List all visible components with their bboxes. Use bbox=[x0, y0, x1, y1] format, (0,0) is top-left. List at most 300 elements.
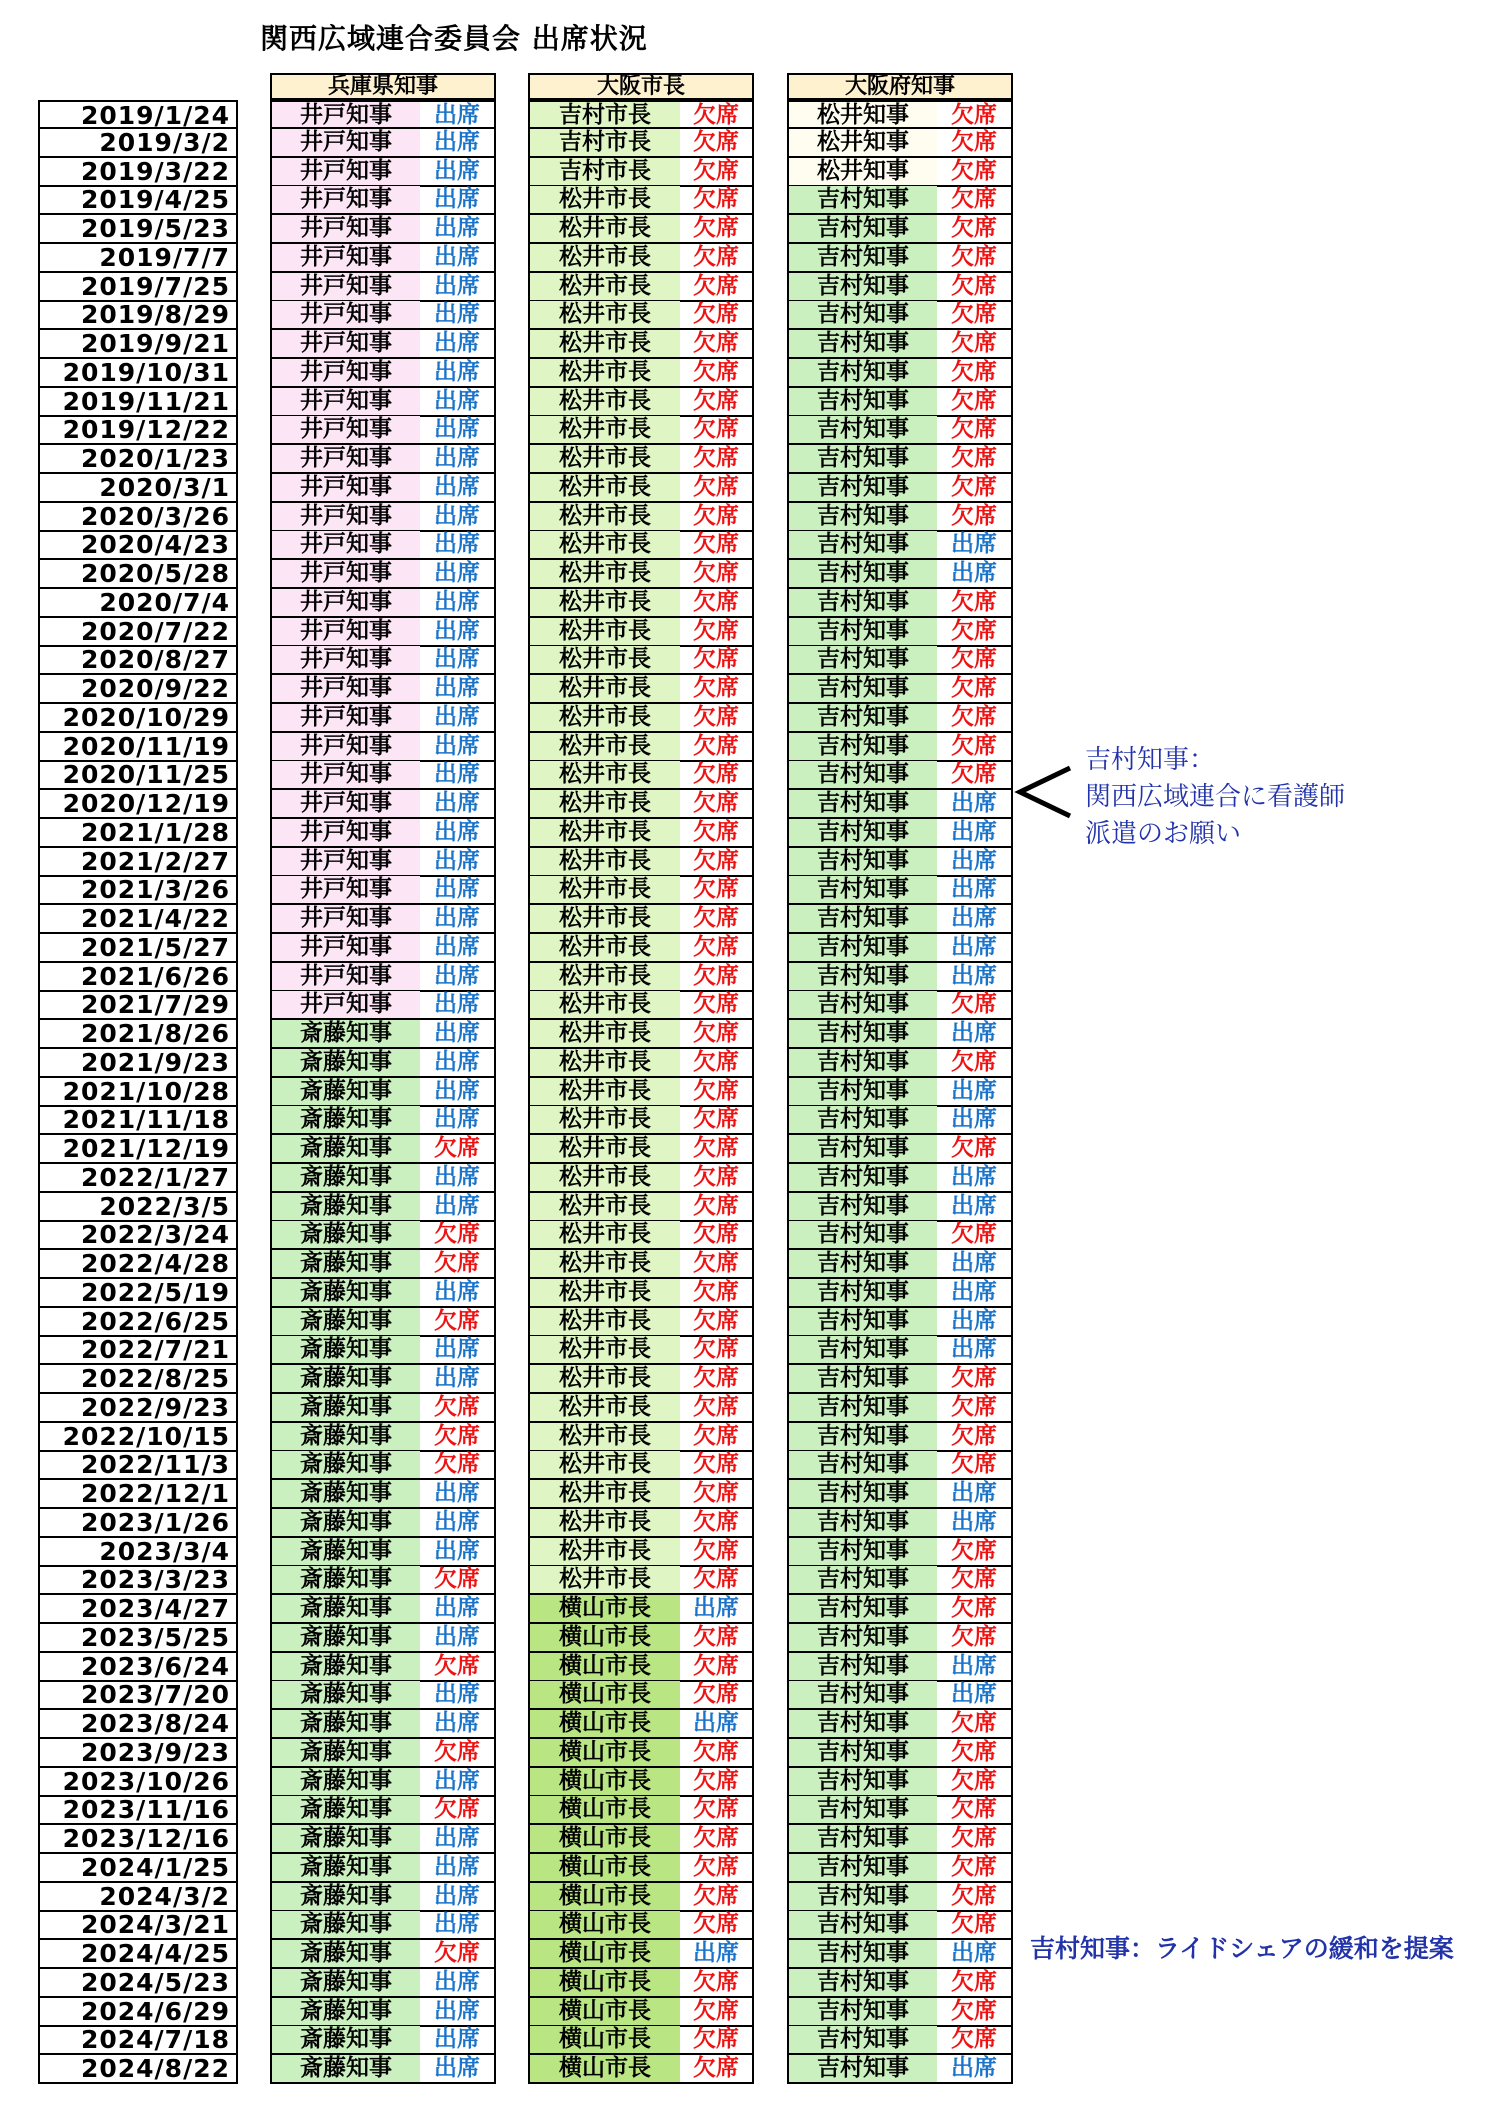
hyogo-governor-name: 斎藤知事 bbox=[270, 1279, 420, 1308]
osaka-mayor-status: 欠席 bbox=[680, 186, 754, 215]
osaka-mayor-name: 吉村市長 bbox=[528, 158, 680, 187]
hyogo-governor-status: 出席 bbox=[420, 330, 496, 359]
table-row bbox=[0, 704, 1100, 733]
osaka-governor-name: 吉村知事 bbox=[787, 905, 937, 934]
hyogo-governor-status: 出席 bbox=[420, 2026, 496, 2055]
table-row bbox=[0, 1739, 1100, 1768]
osaka-mayor-status: 欠席 bbox=[680, 1078, 754, 1107]
meeting-date: 2020/9/22 bbox=[38, 675, 238, 704]
table-row bbox=[0, 388, 1100, 417]
osaka-mayor-name: 松井市長 bbox=[528, 1480, 680, 1509]
osaka-governor-name: 吉村知事 bbox=[787, 819, 937, 848]
table-row bbox=[0, 474, 1100, 503]
osaka-mayor-status: 欠席 bbox=[680, 1193, 754, 1222]
osaka-governor-status: 欠席 bbox=[937, 1624, 1013, 1653]
meeting-date: 2021/4/22 bbox=[38, 905, 238, 934]
osaka-governor-status: 出席 bbox=[937, 560, 1013, 589]
meeting-date: 2019/8/29 bbox=[38, 301, 238, 330]
osaka-mayor-name: 松井市長 bbox=[528, 963, 680, 992]
hyogo-governor-status: 欠席 bbox=[420, 1451, 496, 1480]
osaka-governor-name: 吉村知事 bbox=[787, 445, 937, 474]
meeting-date: 2021/10/28 bbox=[38, 1078, 238, 1107]
table-row bbox=[0, 733, 1100, 762]
page-title: 関西広域連合委員会 出席状況 bbox=[260, 22, 648, 55]
hyogo-governor-name: 斎藤知事 bbox=[270, 1423, 420, 1452]
osaka-mayor-status: 欠席 bbox=[680, 1480, 754, 1509]
osaka-governor-name: 吉村知事 bbox=[787, 761, 937, 790]
table-row bbox=[0, 1710, 1100, 1739]
hyogo-governor-status: 出席 bbox=[420, 1854, 496, 1883]
hyogo-governor-name: 斎藤知事 bbox=[270, 1193, 420, 1222]
hyogo-governor-name: 斎藤知事 bbox=[270, 1308, 420, 1337]
osaka-mayor-status: 欠席 bbox=[680, 359, 754, 388]
osaka-mayor-status: 欠席 bbox=[680, 1106, 754, 1135]
hyogo-governor-status: 出席 bbox=[420, 761, 496, 790]
hyogo-governor-name: 斎藤知事 bbox=[270, 1653, 420, 1682]
table-row bbox=[0, 1998, 1100, 2027]
hyogo-governor-name: 井戸知事 bbox=[270, 388, 420, 417]
hyogo-governor-name: 井戸知事 bbox=[270, 186, 420, 215]
hyogo-governor-status: 出席 bbox=[420, 733, 496, 762]
hyogo-governor-status: 欠席 bbox=[420, 1796, 496, 1825]
osaka-mayor-status: 欠席 bbox=[680, 301, 754, 330]
osaka-mayor-status: 欠席 bbox=[680, 589, 754, 618]
meeting-date: 2022/4/28 bbox=[38, 1250, 238, 1279]
osaka-governor-name: 吉村知事 bbox=[787, 416, 937, 445]
hyogo-governor-status: 出席 bbox=[420, 1710, 496, 1739]
osaka-mayor-name: 松井市長 bbox=[528, 301, 680, 330]
table-row bbox=[0, 1681, 1100, 1710]
hyogo-governor-name: 井戸知事 bbox=[270, 934, 420, 963]
osaka-governor-name: 吉村知事 bbox=[787, 1250, 937, 1279]
osaka-governor-name: 吉村知事 bbox=[787, 704, 937, 733]
table-row bbox=[0, 876, 1100, 905]
osaka-mayor-name: 横山市長 bbox=[528, 1653, 680, 1682]
hyogo-governor-name: 井戸知事 bbox=[270, 129, 420, 158]
table-row bbox=[0, 445, 1100, 474]
table-row bbox=[0, 1566, 1100, 1595]
meeting-date: 2022/5/19 bbox=[38, 1279, 238, 1308]
meeting-date: 2021/5/27 bbox=[38, 934, 238, 963]
hyogo-governor-status: 出席 bbox=[420, 1883, 496, 1912]
hyogo-governor-status: 出席 bbox=[420, 1365, 496, 1394]
osaka-governor-status: 欠席 bbox=[937, 1221, 1013, 1250]
hyogo-governor-name: 井戸知事 bbox=[270, 991, 420, 1020]
meeting-date: 2022/7/21 bbox=[38, 1336, 238, 1365]
meeting-date: 2021/9/23 bbox=[38, 1049, 238, 1078]
meeting-date: 2020/12/19 bbox=[38, 790, 238, 819]
hyogo-governor-name: 井戸知事 bbox=[270, 100, 420, 129]
hyogo-governor-status: 出席 bbox=[420, 1969, 496, 1998]
meeting-date: 2019/7/7 bbox=[38, 244, 238, 273]
osaka-governor-status: 出席 bbox=[937, 1653, 1013, 1682]
osaka-governor-name: 吉村知事 bbox=[787, 1911, 937, 1940]
osaka-governor-name: 吉村知事 bbox=[787, 1653, 937, 1682]
osaka-mayor-status: 欠席 bbox=[680, 1854, 754, 1883]
osaka-governor-name: 吉村知事 bbox=[787, 1135, 937, 1164]
hyogo-governor-name: 斎藤知事 bbox=[270, 2055, 420, 2084]
annotation-line: 関西広域連合に看護師 bbox=[1085, 782, 1346, 812]
osaka-mayor-name: 横山市長 bbox=[528, 1854, 680, 1883]
hyogo-governor-status: 出席 bbox=[420, 474, 496, 503]
osaka-mayor-status: 欠席 bbox=[680, 416, 754, 445]
osaka-mayor-name: 松井市長 bbox=[528, 991, 680, 1020]
osaka-governor-status: 欠席 bbox=[937, 1394, 1013, 1423]
hyogo-governor-status: 出席 bbox=[420, 445, 496, 474]
table-row bbox=[0, 186, 1100, 215]
hyogo-governor-status: 出席 bbox=[420, 1193, 496, 1222]
table-row bbox=[0, 1768, 1100, 1797]
meeting-date: 2022/3/5 bbox=[38, 1193, 238, 1222]
osaka-governor-status: 欠席 bbox=[937, 273, 1013, 302]
hyogo-governor-status: 出席 bbox=[420, 100, 496, 129]
osaka-mayor-name: 松井市長 bbox=[528, 675, 680, 704]
osaka-governor-name: 吉村知事 bbox=[787, 359, 937, 388]
osaka-mayor-status: 欠席 bbox=[680, 761, 754, 790]
osaka-governor-name: 吉村知事 bbox=[787, 1595, 937, 1624]
table-row bbox=[0, 1250, 1100, 1279]
annotation-nurse-request bbox=[1085, 742, 1405, 853]
hyogo-governor-name: 井戸知事 bbox=[270, 215, 420, 244]
osaka-mayor-status: 欠席 bbox=[680, 675, 754, 704]
hyogo-governor-status: 出席 bbox=[420, 531, 496, 560]
hyogo-governor-status: 出席 bbox=[420, 1825, 496, 1854]
hyogo-governor-status: 欠席 bbox=[420, 1250, 496, 1279]
osaka-mayor-name: 横山市長 bbox=[528, 1796, 680, 1825]
meeting-date: 2024/4/25 bbox=[38, 1940, 238, 1969]
hyogo-governor-name: 斎藤知事 bbox=[270, 1710, 420, 1739]
osaka-governor-status: 欠席 bbox=[937, 1854, 1013, 1883]
osaka-mayor-status: 欠席 bbox=[680, 244, 754, 273]
osaka-governor-status: 出席 bbox=[937, 848, 1013, 877]
meeting-date: 2024/5/23 bbox=[38, 1969, 238, 1998]
meeting-date: 2023/11/16 bbox=[38, 1796, 238, 1825]
hyogo-governor-status: 出席 bbox=[420, 1998, 496, 2027]
osaka-governor-status: 欠席 bbox=[937, 1911, 1013, 1940]
osaka-governor-name: 吉村知事 bbox=[787, 474, 937, 503]
osaka-governor-status: 欠席 bbox=[937, 1451, 1013, 1480]
hyogo-governor-status: 出席 bbox=[420, 273, 496, 302]
hyogo-governor-name: 斎藤知事 bbox=[270, 1998, 420, 2027]
osaka-mayor-name: 松井市長 bbox=[528, 1394, 680, 1423]
meeting-date: 2023/8/24 bbox=[38, 1710, 238, 1739]
table-row bbox=[0, 1308, 1100, 1337]
hyogo-governor-name: 斎藤知事 bbox=[270, 1078, 420, 1107]
osaka-mayor-name: 松井市長 bbox=[528, 819, 680, 848]
osaka-mayor-status: 欠席 bbox=[680, 733, 754, 762]
meeting-date: 2023/5/25 bbox=[38, 1624, 238, 1653]
osaka-governor-name: 吉村知事 bbox=[787, 301, 937, 330]
osaka-mayor-name: 松井市長 bbox=[528, 1308, 680, 1337]
osaka-governor-name: 吉村知事 bbox=[787, 330, 937, 359]
hyogo-governor-status: 出席 bbox=[420, 876, 496, 905]
osaka-mayor-status: 欠席 bbox=[680, 1739, 754, 1768]
meeting-date: 2020/10/29 bbox=[38, 704, 238, 733]
osaka-governor-name: 吉村知事 bbox=[787, 991, 937, 1020]
osaka-mayor-status: 欠席 bbox=[680, 330, 754, 359]
osaka-governor-name: 吉村知事 bbox=[787, 1739, 937, 1768]
hyogo-governor-name: 井戸知事 bbox=[270, 646, 420, 675]
osaka-governor-status: 出席 bbox=[937, 1308, 1013, 1337]
osaka-governor-status: 欠席 bbox=[937, 129, 1013, 158]
hyogo-governor-name: 井戸知事 bbox=[270, 790, 420, 819]
osaka-governor-name: 吉村知事 bbox=[787, 1509, 937, 1538]
osaka-governor-name: 吉村知事 bbox=[787, 1049, 937, 1078]
osaka-governor-status: 欠席 bbox=[937, 704, 1013, 733]
meeting-date: 2022/6/25 bbox=[38, 1308, 238, 1337]
osaka-governor-name: 吉村知事 bbox=[787, 1998, 937, 2027]
osaka-governor-name: 吉村知事 bbox=[787, 1279, 937, 1308]
table-row bbox=[0, 1911, 1100, 1940]
hyogo-governor-name: 斎藤知事 bbox=[270, 1164, 420, 1193]
table-row bbox=[0, 2055, 1100, 2084]
osaka-mayor-status: 欠席 bbox=[680, 1164, 754, 1193]
hyogo-governor-name: 斎藤知事 bbox=[270, 1825, 420, 1854]
hyogo-governor-name: 井戸知事 bbox=[270, 704, 420, 733]
hyogo-governor-name: 井戸知事 bbox=[270, 244, 420, 273]
hyogo-governor-status: 出席 bbox=[420, 790, 496, 819]
meeting-date: 2019/4/25 bbox=[38, 186, 238, 215]
osaka-mayor-name: 横山市長 bbox=[528, 1595, 680, 1624]
osaka-governor-status: 欠席 bbox=[937, 1825, 1013, 1854]
hyogo-governor-status: 出席 bbox=[420, 301, 496, 330]
hyogo-governor-name: 斎藤知事 bbox=[270, 1854, 420, 1883]
osaka-mayor-status: 欠席 bbox=[680, 1365, 754, 1394]
osaka-governor-status: 欠席 bbox=[937, 330, 1013, 359]
osaka-governor-name: 吉村知事 bbox=[787, 1825, 937, 1854]
hyogo-governor-name: 斎藤知事 bbox=[270, 1969, 420, 1998]
osaka-governor-name: 松井知事 bbox=[787, 158, 937, 187]
table-row bbox=[0, 330, 1100, 359]
table-row bbox=[0, 1595, 1100, 1624]
hyogo-governor-status: 出席 bbox=[420, 560, 496, 589]
hyogo-governor-name: 斎藤知事 bbox=[270, 1336, 420, 1365]
hyogo-governor-name: 斎藤知事 bbox=[270, 1538, 420, 1567]
table-row bbox=[0, 1193, 1100, 1222]
osaka-governor-status: 欠席 bbox=[937, 1595, 1013, 1624]
hyogo-governor-status: 出席 bbox=[420, 1336, 496, 1365]
osaka-governor-status: 欠席 bbox=[937, 675, 1013, 704]
osaka-governor-status: 欠席 bbox=[937, 991, 1013, 1020]
hyogo-governor-status: 欠席 bbox=[420, 1739, 496, 1768]
osaka-mayor-name: 松井市長 bbox=[528, 1451, 680, 1480]
meeting-date: 2022/8/25 bbox=[38, 1365, 238, 1394]
osaka-mayor-name: 松井市長 bbox=[528, 704, 680, 733]
osaka-mayor-name: 松井市長 bbox=[528, 215, 680, 244]
osaka-mayor-status: 欠席 bbox=[680, 503, 754, 532]
hyogo-governor-status: 出席 bbox=[420, 129, 496, 158]
hyogo-governor-status: 出席 bbox=[420, 618, 496, 647]
osaka-governor-status: 出席 bbox=[937, 1164, 1013, 1193]
table-row bbox=[0, 934, 1100, 963]
osaka-governor-name: 吉村知事 bbox=[787, 733, 937, 762]
hyogo-governor-name: 井戸知事 bbox=[270, 848, 420, 877]
table-row bbox=[0, 100, 1100, 129]
hyogo-governor-name: 斎藤知事 bbox=[270, 1509, 420, 1538]
osaka-mayor-status: 欠席 bbox=[680, 1796, 754, 1825]
osaka-mayor-name: 松井市長 bbox=[528, 1221, 680, 1250]
meeting-date: 2023/1/26 bbox=[38, 1509, 238, 1538]
osaka-governor-name: 吉村知事 bbox=[787, 1394, 937, 1423]
meeting-date: 2024/1/25 bbox=[38, 1854, 238, 1883]
osaka-mayor-status: 欠席 bbox=[680, 1883, 754, 1912]
hyogo-governor-name: 井戸知事 bbox=[270, 531, 420, 560]
osaka-mayor-name: 松井市長 bbox=[528, 1135, 680, 1164]
hyogo-governor-name: 井戸知事 bbox=[270, 618, 420, 647]
osaka-governor-status: 出席 bbox=[937, 1509, 1013, 1538]
hyogo-governor-name: 斎藤知事 bbox=[270, 1768, 420, 1797]
osaka-mayor-name: 松井市長 bbox=[528, 1566, 680, 1595]
osaka-mayor-name: 横山市長 bbox=[528, 1998, 680, 2027]
osaka-mayor-name: 松井市長 bbox=[528, 186, 680, 215]
meeting-date: 2022/11/3 bbox=[38, 1451, 238, 1480]
osaka-mayor-status: 欠席 bbox=[680, 1969, 754, 1998]
osaka-mayor-status: 欠席 bbox=[680, 445, 754, 474]
osaka-governor-status: 欠席 bbox=[937, 416, 1013, 445]
meeting-date: 2020/3/26 bbox=[38, 503, 238, 532]
table-row bbox=[0, 1164, 1100, 1193]
hyogo-governor-name: 斎藤知事 bbox=[270, 1106, 420, 1135]
osaka-governor-status: 出席 bbox=[937, 1020, 1013, 1049]
osaka-governor-status: 出席 bbox=[937, 1078, 1013, 1107]
osaka-governor-status: 欠席 bbox=[937, 1049, 1013, 1078]
osaka-mayor-name: 松井市長 bbox=[528, 359, 680, 388]
osaka-governor-status: 出席 bbox=[937, 1250, 1013, 1279]
osaka-governor-name: 吉村知事 bbox=[787, 934, 937, 963]
osaka-mayor-name: 松井市長 bbox=[528, 531, 680, 560]
hyogo-governor-status: 出席 bbox=[420, 1681, 496, 1710]
hyogo-governor-status: 出席 bbox=[420, 1911, 496, 1940]
osaka-governor-name: 吉村知事 bbox=[787, 531, 937, 560]
osaka-mayor-name: 松井市長 bbox=[528, 1078, 680, 1107]
osaka-governor-name: 吉村知事 bbox=[787, 848, 937, 877]
osaka-mayor-status: 出席 bbox=[680, 1710, 754, 1739]
meeting-date: 2020/7/22 bbox=[38, 618, 238, 647]
osaka-governor-name: 吉村知事 bbox=[787, 1308, 937, 1337]
table-row bbox=[0, 1883, 1100, 1912]
osaka-mayor-status: 欠席 bbox=[680, 1681, 754, 1710]
meeting-date: 2022/3/24 bbox=[38, 1221, 238, 1250]
hyogo-governor-status: 出席 bbox=[420, 646, 496, 675]
osaka-governor-name: 吉村知事 bbox=[787, 215, 937, 244]
osaka-mayor-status: 欠席 bbox=[680, 905, 754, 934]
table-row bbox=[0, 1940, 1100, 1969]
osaka-governor-status: 欠席 bbox=[937, 445, 1013, 474]
hyogo-governor-status: 出席 bbox=[420, 503, 496, 532]
hyogo-governor-name: 井戸知事 bbox=[270, 560, 420, 589]
osaka-governor-name: 吉村知事 bbox=[787, 1624, 937, 1653]
hyogo-governor-status: 出席 bbox=[420, 1078, 496, 1107]
header-osaka-governor: 大阪府知事 bbox=[787, 73, 1013, 100]
meeting-date: 2019/5/23 bbox=[38, 215, 238, 244]
osaka-mayor-status: 欠席 bbox=[680, 1825, 754, 1854]
osaka-mayor-name: 松井市長 bbox=[528, 244, 680, 273]
annotation-rideshare: 吉村知事：ライドシェアの緩和を提案 bbox=[1030, 1934, 1454, 1963]
osaka-governor-status: 欠席 bbox=[937, 388, 1013, 417]
osaka-governor-name: 吉村知事 bbox=[787, 1480, 937, 1509]
osaka-mayor-status: 欠席 bbox=[680, 819, 754, 848]
table-row bbox=[0, 1969, 1100, 1998]
table-row bbox=[0, 244, 1100, 273]
osaka-mayor-name: 吉村市長 bbox=[528, 100, 680, 129]
hyogo-governor-name: 井戸知事 bbox=[270, 963, 420, 992]
osaka-mayor-status: 欠席 bbox=[680, 1135, 754, 1164]
meeting-date: 2019/3/2 bbox=[38, 129, 238, 158]
osaka-governor-name: 吉村知事 bbox=[787, 1221, 937, 1250]
osaka-mayor-status: 欠席 bbox=[680, 934, 754, 963]
osaka-mayor-status: 出席 bbox=[680, 1940, 754, 1969]
table-row bbox=[0, 129, 1100, 158]
osaka-governor-name: 吉村知事 bbox=[787, 646, 937, 675]
osaka-mayor-status: 欠席 bbox=[680, 1020, 754, 1049]
osaka-mayor-status: 欠席 bbox=[680, 1308, 754, 1337]
table-row bbox=[0, 1653, 1100, 1682]
meeting-date: 2019/1/24 bbox=[38, 100, 238, 129]
hyogo-governor-name: 斎藤知事 bbox=[270, 1451, 420, 1480]
hyogo-governor-name: 斎藤知事 bbox=[270, 1049, 420, 1078]
osaka-governor-name: 吉村知事 bbox=[787, 273, 937, 302]
osaka-governor-status: 出席 bbox=[937, 1480, 1013, 1509]
hyogo-governor-status: 出席 bbox=[420, 1049, 496, 1078]
osaka-governor-name: 吉村知事 bbox=[787, 1078, 937, 1107]
table-row bbox=[0, 158, 1100, 187]
osaka-governor-name: 吉村知事 bbox=[787, 1883, 937, 1912]
osaka-mayor-name: 松井市長 bbox=[528, 1193, 680, 1222]
meeting-date: 2024/3/21 bbox=[38, 1911, 238, 1940]
osaka-mayor-status: 欠席 bbox=[680, 790, 754, 819]
meeting-date: 2021/6/26 bbox=[38, 963, 238, 992]
osaka-governor-name: 吉村知事 bbox=[787, 589, 937, 618]
table-row bbox=[0, 1451, 1100, 1480]
osaka-mayor-name: 松井市長 bbox=[528, 905, 680, 934]
hyogo-governor-status: 出席 bbox=[420, 1480, 496, 1509]
hyogo-governor-name: 井戸知事 bbox=[270, 761, 420, 790]
meeting-date: 2023/3/4 bbox=[38, 1538, 238, 1567]
table-row bbox=[0, 646, 1100, 675]
table-row bbox=[0, 531, 1100, 560]
osaka-mayor-name: 横山市長 bbox=[528, 1911, 680, 1940]
osaka-governor-status: 出席 bbox=[937, 934, 1013, 963]
osaka-governor-name: 松井知事 bbox=[787, 100, 937, 129]
meeting-date: 2020/3/1 bbox=[38, 474, 238, 503]
osaka-governor-status: 欠席 bbox=[937, 474, 1013, 503]
meeting-date: 2019/9/21 bbox=[38, 330, 238, 359]
table-row bbox=[0, 1394, 1100, 1423]
osaka-mayor-name: 横山市長 bbox=[528, 1624, 680, 1653]
osaka-governor-status: 欠席 bbox=[937, 1969, 1013, 1998]
meeting-date: 2023/9/23 bbox=[38, 1739, 238, 1768]
meeting-date: 2024/3/2 bbox=[38, 1883, 238, 1912]
osaka-mayor-name: 横山市長 bbox=[528, 1768, 680, 1797]
osaka-mayor-name: 横山市長 bbox=[528, 2055, 680, 2084]
osaka-governor-status: 欠席 bbox=[937, 1423, 1013, 1452]
osaka-mayor-status: 出席 bbox=[680, 1595, 754, 1624]
meeting-date: 2021/3/26 bbox=[38, 876, 238, 905]
osaka-governor-name: 吉村知事 bbox=[787, 2026, 937, 2055]
table-row bbox=[0, 991, 1100, 1020]
osaka-governor-status: 欠席 bbox=[937, 244, 1013, 273]
meeting-date: 2021/2/27 bbox=[38, 848, 238, 877]
osaka-governor-name: 松井知事 bbox=[787, 129, 937, 158]
table-row bbox=[0, 848, 1100, 877]
table-row bbox=[0, 963, 1100, 992]
osaka-mayor-status: 欠席 bbox=[680, 2026, 754, 2055]
osaka-mayor-status: 欠席 bbox=[680, 273, 754, 302]
hyogo-governor-status: 欠席 bbox=[420, 1423, 496, 1452]
osaka-governor-name: 吉村知事 bbox=[787, 618, 937, 647]
osaka-mayor-status: 欠席 bbox=[680, 1653, 754, 1682]
hyogo-governor-status: 出席 bbox=[420, 1164, 496, 1193]
